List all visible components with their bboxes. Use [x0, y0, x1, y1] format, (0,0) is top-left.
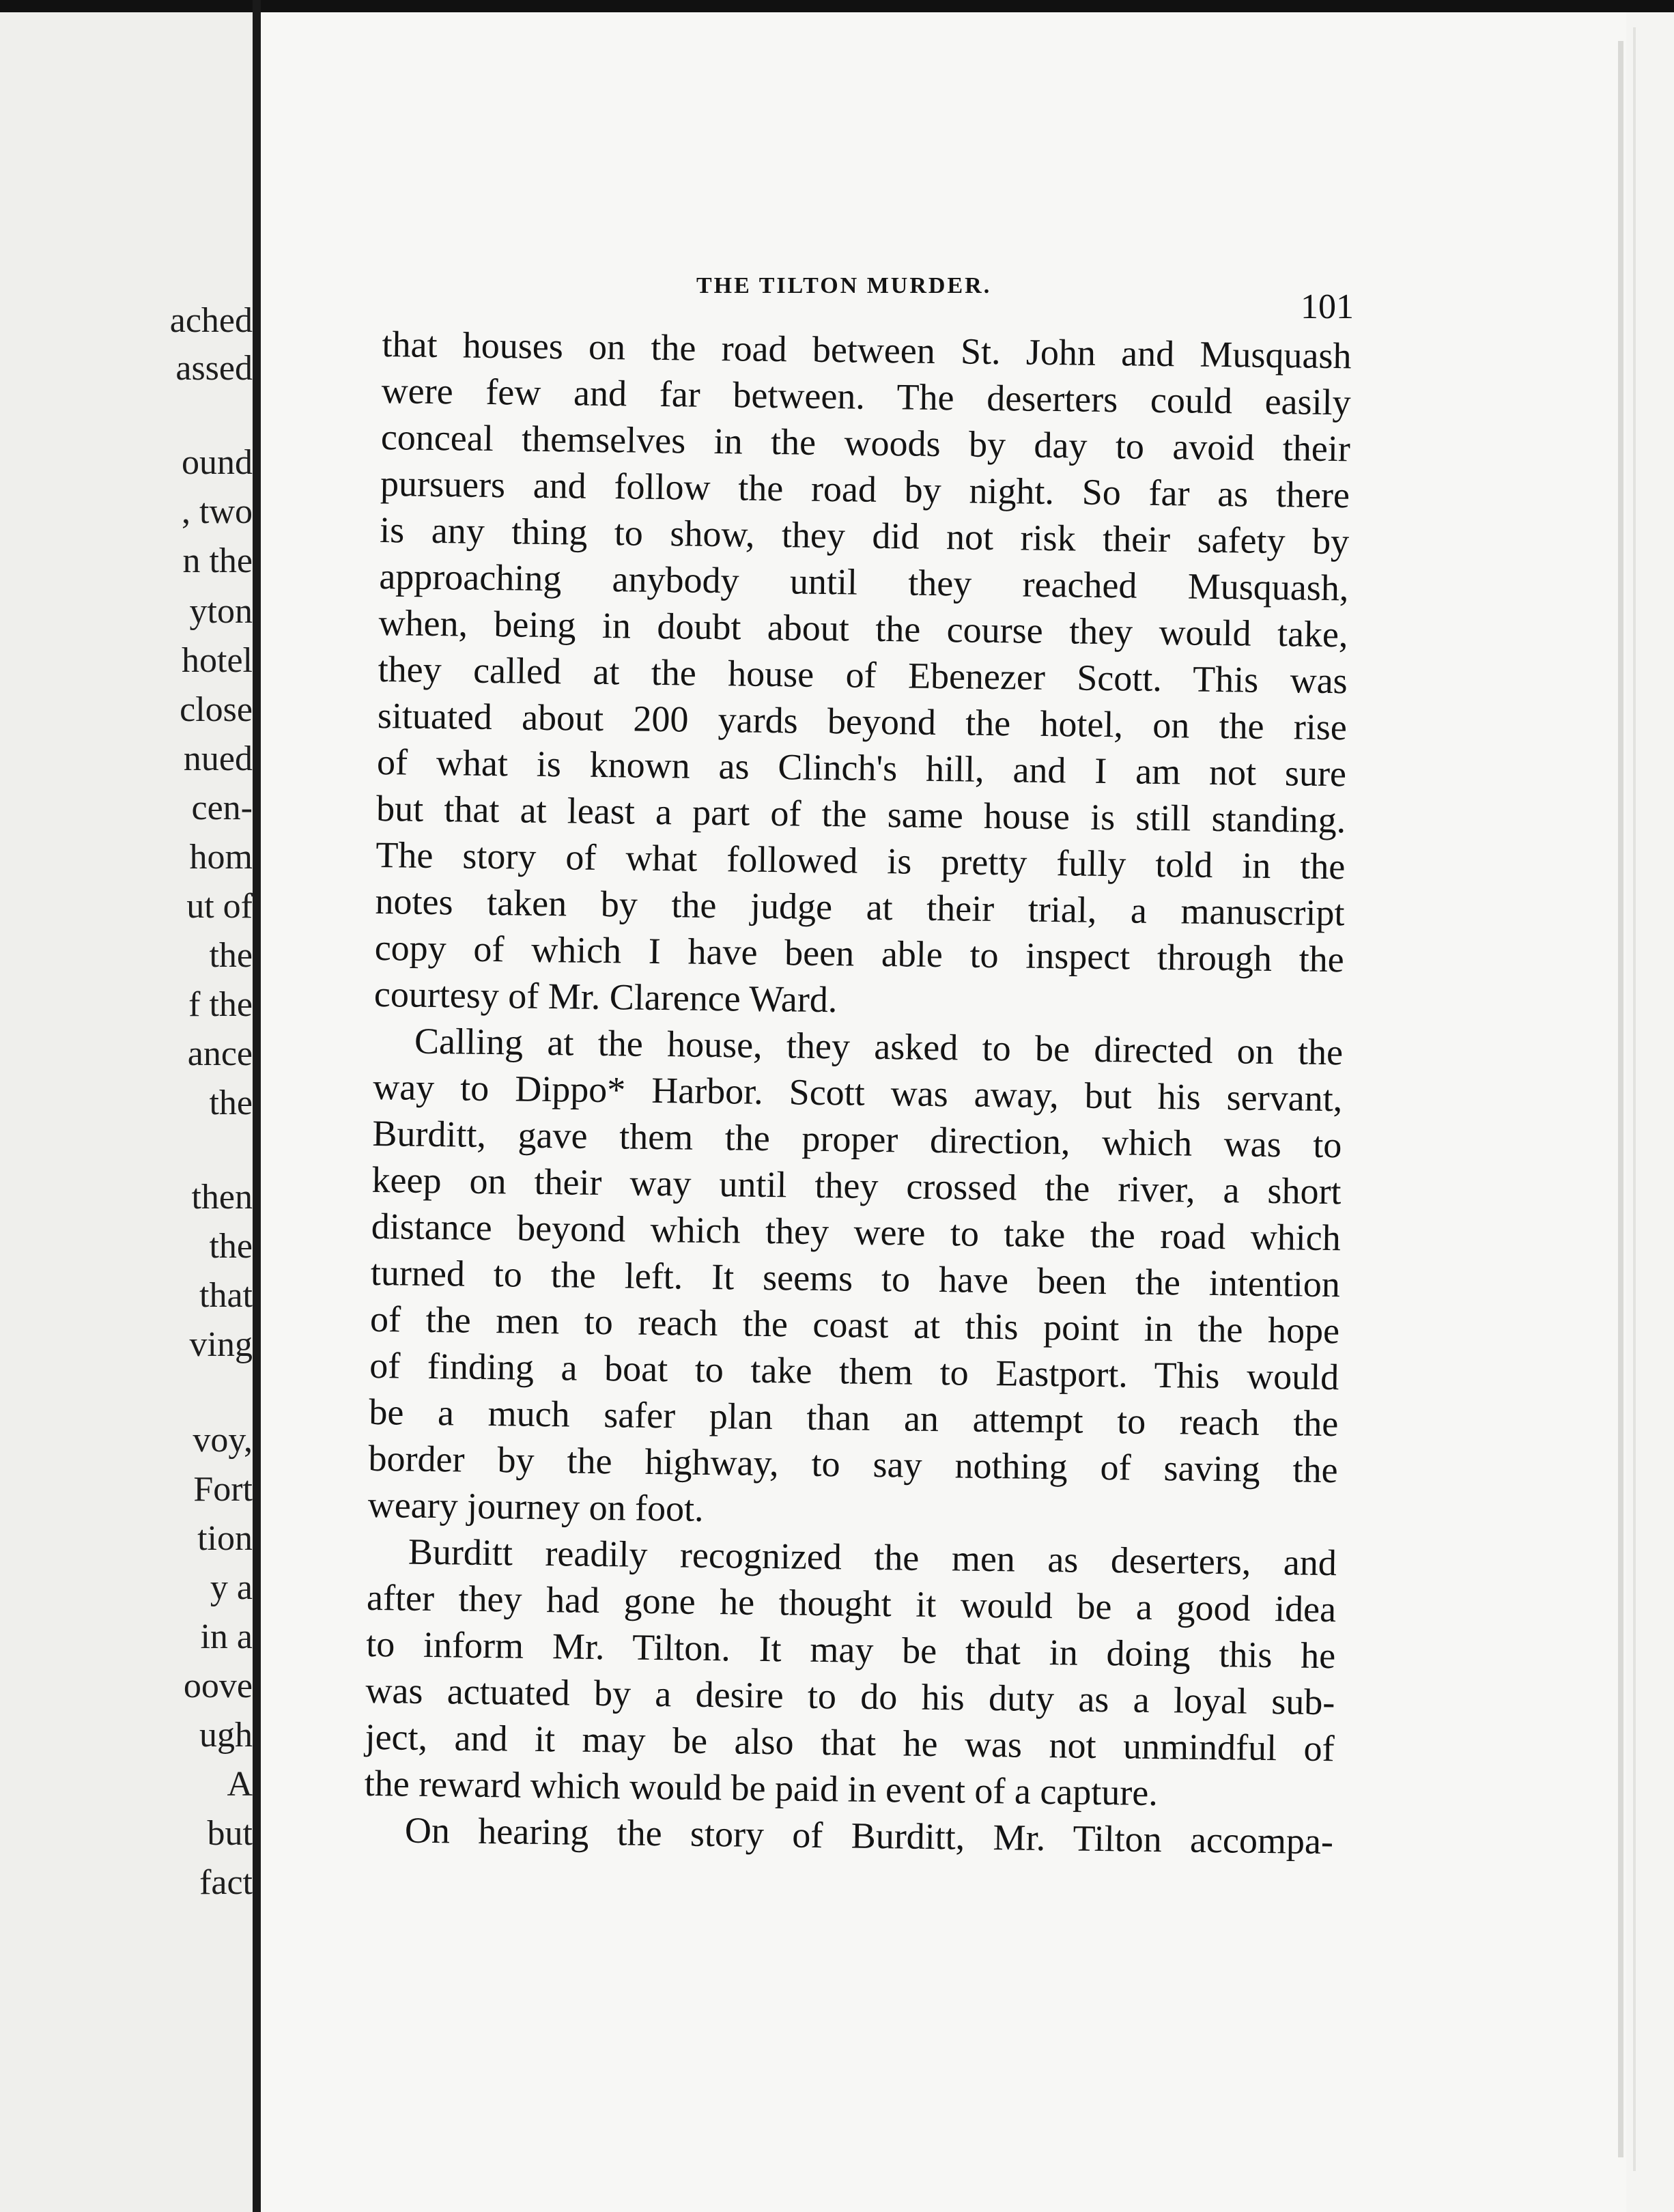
left-page-line: close — [180, 690, 253, 729]
left-page-line: yton — [189, 592, 253, 631]
left-page-line: cen- — [191, 789, 253, 827]
page-edge-shadow — [1618, 41, 1623, 2157]
body-line: of the men to reach the coast at this point in the hope — [369, 1298, 1340, 1352]
body-line: Burditt readily recognized the men as deserters, and — [408, 1531, 1337, 1584]
body-line: keep on their way until they crossed the river, a short — [371, 1159, 1342, 1213]
body-line: was actuated by a desire to do his duty as a loyal sub- — [365, 1669, 1335, 1723]
body-line: of finding a boat to take them to Eastport. This would — [369, 1344, 1339, 1398]
body-line: border by the highway, to say nothing of saving the — [368, 1437, 1338, 1491]
book-spine-gutter — [253, 0, 261, 2212]
left-page-line: the — [209, 936, 253, 975]
left-page-line: Fort — [193, 1470, 253, 1509]
left-page-line: in a — [200, 1617, 253, 1656]
left-page-line: f the — [188, 985, 253, 1024]
left-page-line: ving — [189, 1325, 253, 1364]
body-line: notes taken by the judge at their trial, a manuscript — [375, 880, 1345, 934]
body-line: Calling at the house, they asked to be directed on the — [414, 1020, 1344, 1073]
left-page-line: oove — [183, 1667, 253, 1705]
left-page-line: the — [209, 1227, 253, 1266]
body-line: way to Dippo* Harbor. Scott was away, but his servant, — [372, 1066, 1343, 1120]
left-page-line: ance — [187, 1034, 253, 1073]
left-page-line: that — [199, 1276, 253, 1315]
left-page-line: y a — [210, 1568, 253, 1607]
body-line: courtesy of Mr. Clarence Ward. — [373, 973, 838, 1021]
left-page-line: ached — [169, 301, 253, 340]
body-line: distance beyond which they were to take the road which — [371, 1205, 1342, 1259]
left-page-line: but — [207, 1814, 253, 1853]
left-page-line: ugh — [199, 1716, 253, 1755]
body-line: The story of what followed is pretty fully told in the — [375, 834, 1346, 888]
body-line: weary journey on foot. — [367, 1484, 705, 1529]
body-line: copy of which I have been able to inspect through the — [374, 926, 1345, 980]
left-page-line: , two — [182, 492, 253, 531]
body-line: is any thing to show, they did not risk their safety by — [379, 509, 1350, 563]
body-line: the reward which would be paid in event of a capture. — [364, 1762, 1159, 1814]
left-page-line: tion — [197, 1519, 253, 1558]
left-page-line: ut of — [186, 887, 253, 926]
left-page-line: n the — [182, 541, 253, 580]
left-page-line: A — [227, 1765, 253, 1804]
body-line: after they had gone he thought it would be a good idea — [366, 1576, 1337, 1630]
left-page-line: ound — [182, 443, 253, 482]
body-line: when, being in doubt about the course they would take, — [378, 601, 1348, 655]
scan-top-border — [0, 0, 1674, 12]
page-edge-shadow-outer — [1633, 27, 1636, 2171]
body-line: but that at least a part of the same house is still standing. — [375, 787, 1346, 841]
body-line: turned to the left. It seems to have been the intention — [370, 1251, 1341, 1305]
page-number: 101 — [1301, 287, 1354, 326]
left-page-line: hotel — [182, 641, 253, 680]
left-page-line: then — [191, 1178, 253, 1217]
body-line: be a much safer plan than an attempt to reach the — [369, 1391, 1339, 1445]
left-page-line: fact — [199, 1863, 253, 1902]
body-line: conceal themselves in the woods by day to avoid their — [380, 416, 1351, 470]
body-line: On hearing the story of Burditt, Mr. Tilton accompa- — [404, 1809, 1334, 1862]
body-line: Burditt, gave them the proper direction, which was to — [372, 1112, 1342, 1166]
left-page-line: voy, — [193, 1421, 253, 1460]
body-line: pursuers and follow the road by night. So far as there — [380, 462, 1350, 516]
left-page-line: assed — [175, 349, 253, 388]
left-page-line: nued — [183, 739, 253, 778]
body-line: of what is known as Clinch's hill, and I am not sure — [376, 741, 1347, 795]
body-line: ject, and it may be also that he was not unmindful of — [365, 1716, 1335, 1770]
left-page-line: hom — [189, 838, 253, 877]
body-line: situated about 200 yards beyond the hotel, on the rise — [377, 694, 1348, 748]
body-line: were few and far between. The deserters could easily — [381, 369, 1352, 423]
body-text — [364, 321, 1352, 1864]
left-page-fragment — [0, 12, 253, 2212]
left-page-line: the — [209, 1083, 253, 1122]
body-line: that houses on the road between St. John and Musquash — [382, 323, 1352, 377]
body-line: approaching anybody until they reached Musquash, — [379, 555, 1349, 609]
body-line: to inform Mr. Tilton. It may be that in doing this he — [365, 1623, 1336, 1677]
body-line: they called at the house of Ebenezer Scott. This was — [378, 648, 1348, 702]
running-head: THE TILTON MURDER. — [696, 273, 992, 298]
